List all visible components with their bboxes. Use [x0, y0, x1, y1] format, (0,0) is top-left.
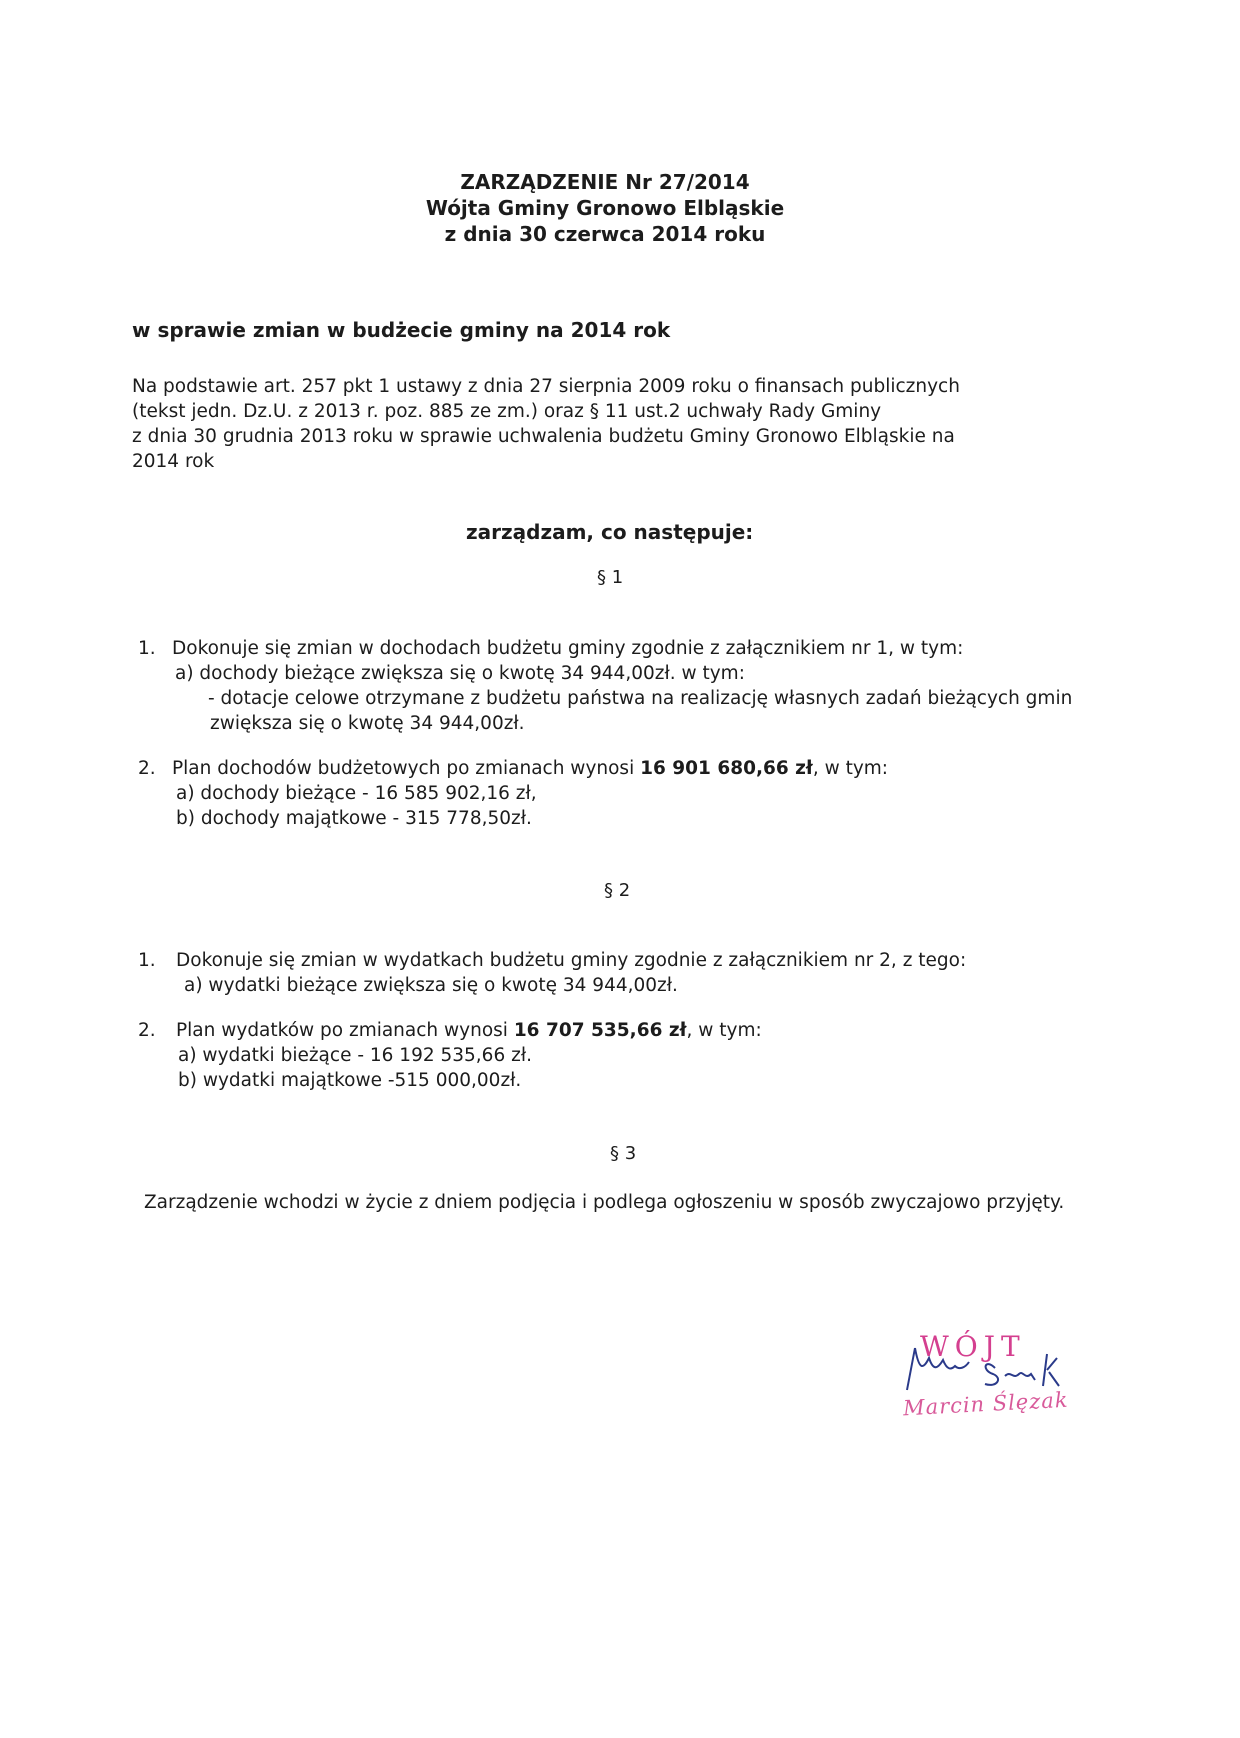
official-stamp [885, 1330, 1095, 1440]
income-plan-amount: 16 901 680,66 zł [640, 758, 813, 779]
section-3-mark: § 3 [610, 1143, 637, 1164]
section-1-item-1-dash: - dotacje celowe otrzymane z budżetu państwa na realizację własnych zadań bieżących gmin [208, 688, 1073, 709]
stamp-name: Marcin Ślęzak [902, 1387, 1070, 1421]
section-1-mark: § 1 [597, 567, 624, 588]
section-1-item-2-number: 2. [138, 758, 156, 779]
section-2-mark: § 2 [604, 880, 631, 901]
decree-heading: zarządzam, co następuje: [466, 520, 754, 544]
legal-basis-line: (tekst jedn. Dz.U. z 2013 r. poz. 885 ze zm.) oraz § 11 ust.2 uchwały Rady Gminy [132, 401, 882, 422]
stamp-title: WÓJT [920, 1330, 1026, 1363]
issuer-line: Wójta Gminy Gronowo Elbląskie [425, 196, 785, 220]
section-2-item-1-number: 1. [138, 950, 156, 971]
section-1-item-2-b: b) dochody majątkowe - 315 778,50zł. [176, 808, 532, 829]
section-1-item-2-text [172, 756, 888, 781]
document-title: ZARZĄDZENIE Nr 27/2014 [460, 170, 750, 194]
subject-line: w sprawie zmian w budżecie gminy na 2014 rok [132, 318, 671, 342]
section-2-item-1-text: Dokonuje się zmian w wydatkach budżetu gminy zgodnie z załącznikiem nr 2, z tego: [176, 950, 967, 971]
section-1-item-1-a: a) dochody bieżące zwiększa się o kwotę 34 944,00zł. w tym: [175, 663, 745, 684]
expense-plan-amount: 16 707 535,66 zł [513, 1020, 687, 1041]
legal-basis-line: Na podstawie art. 257 pkt 1 ustawy z dnia 27 sierpnia 2009 roku o finansach publicznych [132, 376, 960, 397]
legal-basis-line: z dnia 30 grudnia 2013 roku w sprawie uchwalenia budżetu Gminy Gronowo Elbląskie na [132, 426, 955, 447]
section-2-item-2-b: b) wydatki majątkowe -515 000,00zł. [178, 1070, 522, 1091]
section-1-item-2-pre: Plan dochodów budżetowych po zmianach wynosi [172, 758, 641, 779]
section-2-item-2-number: 2. [138, 1020, 156, 1041]
legal-basis-line: 2014 rok [132, 451, 215, 472]
section-1-item-1-dash-cont: zwiększa się o kwotę 34 944,00zł. [210, 713, 525, 734]
legal-basis [132, 374, 960, 474]
date-line: z dnia 30 czerwca 2014 roku [444, 222, 766, 246]
section-1-item-1-number: 1. [138, 638, 156, 659]
section-2-item-1-a: a) wydatki bieżące zwiększa się o kwotę 34 944,00zł. [184, 975, 678, 996]
section-1-item-1-text: Dokonuje się zmian w dochodach budżetu gminy zgodnie z załącznikiem nr 1, w tym: [172, 638, 964, 659]
section-1-item-2-a: a) dochody bieżące - 16 585 902,16 zł, [176, 783, 537, 804]
section-2-item-2-post: , w tym: [686, 1020, 762, 1041]
section-2-item-2-a: a) wydatki bieżące - 16 192 535,66 zł. [178, 1045, 532, 1066]
section-2-item-2-text [176, 1018, 762, 1043]
section-2-item-2-pre: Plan wydatków po zmianach wynosi [176, 1020, 514, 1041]
section-1-item-2-post: , w tym: [812, 758, 889, 779]
section-3-text: Zarządzenie wchodzi w życie z dniem podjęcia i podlega ogłoszeniu w sposób zwyczajowo przyjęty. [144, 1192, 1065, 1213]
